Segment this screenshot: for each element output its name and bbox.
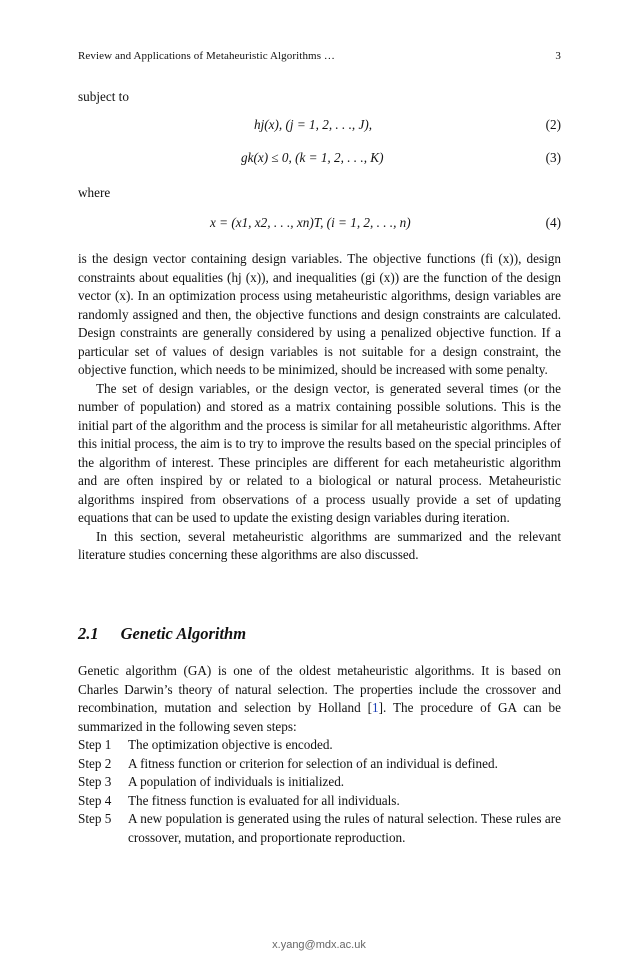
equation-4-number: (4) xyxy=(545,215,561,230)
equation-3 xyxy=(78,150,561,170)
equation-4-expression: x = (x1, x2, . . ., xn)T, (i = 1, 2, . . ., n) xyxy=(210,215,411,230)
equation-3-number: (3) xyxy=(545,150,561,165)
step-text: A population of individuals is initialized. xyxy=(128,774,345,789)
footer-email: x.yang@mdx.ac.uk xyxy=(272,939,366,951)
step-label: Step 4 xyxy=(78,792,112,808)
section-number: 2.1 xyxy=(78,624,99,643)
list-item xyxy=(78,810,561,847)
list-item xyxy=(78,792,561,811)
step-text: The optimization objective is encoded. xyxy=(128,737,333,752)
list-item xyxy=(78,773,561,792)
list-item xyxy=(78,736,561,755)
equation-3-expression: gk(x) ≤ 0, (k = 1, 2, . . ., K) xyxy=(241,150,384,165)
section-heading xyxy=(78,624,246,644)
page-number: 3 xyxy=(555,50,561,62)
paragraph-design-vector: is the design vector containing design variables. The objective functions (fi (x)), design constraints about equalities (hj (x)), and inequalities (gi (x)) are the function of the design vector (x). In an optimization process using metaheuristic algorithms, design variables are randomly assigned and then, the objective functions and design constraints are calculated. Design constraints are generally considered by using a penalized objective function. If a particular set of values of design variables is not suitable for a design constraint, the objective function, which needs to be minimized, should be increased with some penalty. xyxy=(78,251,561,377)
section-title: Genetic Algorithm xyxy=(120,624,247,643)
subject-to-label: subject to xyxy=(78,89,129,104)
ga-intro-paragraph xyxy=(78,662,561,736)
step-label: Step 3 xyxy=(78,774,112,789)
list-item xyxy=(78,755,561,774)
body-text xyxy=(78,250,561,565)
running-title: Review and Applications of Metaheuristic Algorithms … xyxy=(78,50,336,62)
equation-2 xyxy=(78,117,561,137)
paragraph-section-overview: In this section, several metaheuristic algorithms are summarized and the relevant literature studies concerning these algorithms are also discussed. xyxy=(78,528,561,562)
where-label: where xyxy=(78,185,111,200)
step-text: A fitness function or criterion for selection of an individual is defined. xyxy=(128,755,498,771)
step-label: Step 2 xyxy=(78,755,112,771)
step-label: Step 1 xyxy=(78,737,112,752)
running-header xyxy=(78,50,561,62)
ga-steps-list xyxy=(78,736,561,847)
equation-2-expression: hj(x), (j = 1, 2, . . ., J), xyxy=(254,117,373,132)
step-text: A new population is generated using the rules of natural selection. These rules are crossover, mutation, and proportionate reproduction. xyxy=(128,811,561,845)
ga-intro-text-continued: ]. The procedure of GA can be summarized in the following seven steps: xyxy=(78,700,561,734)
citation-link[interactable]: 1 xyxy=(372,700,379,715)
step-text: The fitness function is evaluated for all individuals. xyxy=(128,792,400,808)
equation-2-number: (2) xyxy=(545,117,561,132)
step-label: Step 5 xyxy=(78,811,112,826)
ga-intro-text: Genetic algorithm (GA) is one of the oldest metaheuristic algorithms. It is based on Charles Darwin’s theory of natural selection. The properties include the crossover and recombination, mutation and selection by Holland [ xyxy=(78,663,561,715)
equation-4 xyxy=(78,215,561,235)
paragraph-design-variables-set: The set of design variables, or the design vector, is generated several times (or the number of population) and stored as a matrix containing possible solutions. This is the initial part of the algorithm and the process is similar for all metaheuristic algorithms. After this initial process, the aim is to try to improve the results based on the special principles of the algorithm of interest. These principles are different for each metaheuristic algorithm and are often inspired by or related to a biological or natural process. Metaheuristic algorithms inspired from observations of a process usually provide a set of updating equations that can be used to update the existing design variables during iteration. xyxy=(78,380,561,525)
